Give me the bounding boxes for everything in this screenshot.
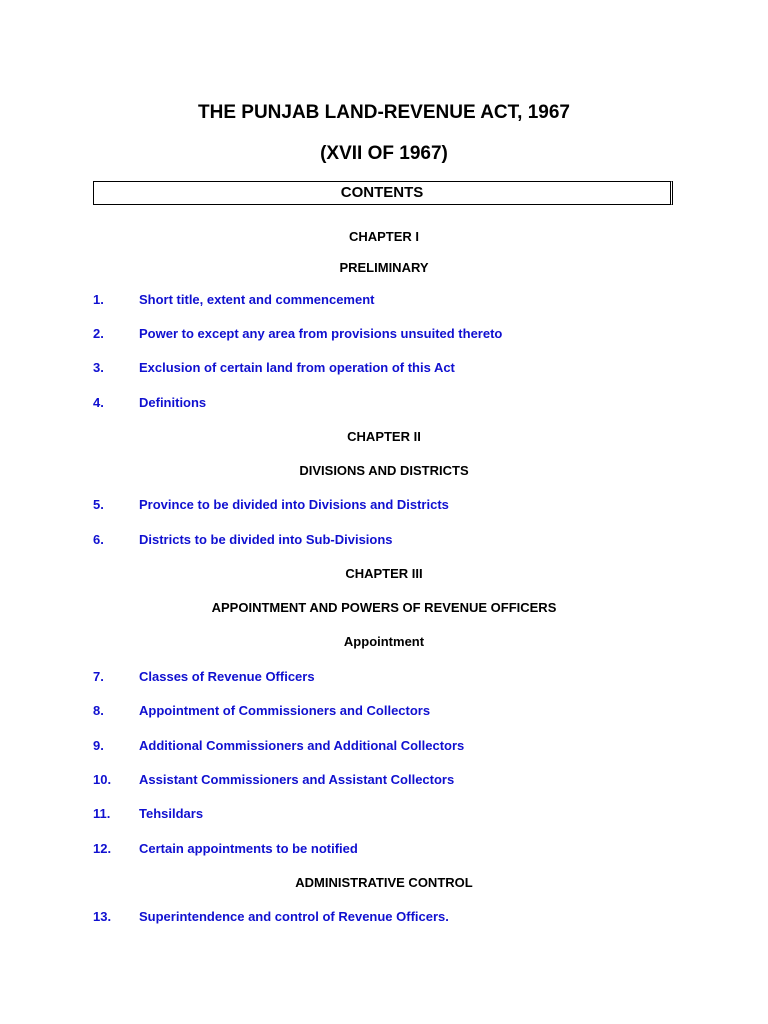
chapter-3-subheading: Appointment: [343, 634, 425, 649]
toc-item-number: 13.: [93, 909, 112, 924]
toc-item-number: 5.: [93, 497, 104, 512]
toc-item-link[interactable]: Superintendence and control of Revenue Officers.: [139, 909, 449, 924]
toc-item-link[interactable]: Definitions: [139, 395, 207, 410]
toc-item-link[interactable]: Tehsildars: [139, 806, 204, 821]
toc-item-number: 11.: [93, 806, 111, 821]
administrative-control-heading: ADMINISTRATIVE CONTROL: [295, 875, 473, 890]
toc-item-number: 7.: [93, 669, 104, 684]
toc-item-link[interactable]: Exclusion of certain land from operation of this Act: [139, 360, 455, 375]
toc-item-number: 4.: [93, 395, 104, 410]
toc-item-number: 1.: [93, 292, 104, 307]
chapter-3-label: CHAPTER III: [345, 566, 423, 581]
toc-item-number: 9.: [93, 738, 104, 753]
toc-item-link[interactable]: Additional Commissioners and Additional Collectors: [139, 738, 465, 753]
toc-item-link[interactable]: Power to except any area from provisions unsuited thereto: [139, 326, 503, 341]
toc-item-link[interactable]: Appointment of Commissioners and Collectors: [139, 703, 431, 718]
chapter-2-label: CHAPTER II: [347, 429, 421, 444]
chapter-1-name: PRELIMINARY: [339, 260, 429, 275]
toc-item-number: 10.: [93, 772, 112, 787]
toc-item-link[interactable]: Short title, extent and commencement: [139, 292, 375, 307]
toc-item-number: 8.: [93, 703, 104, 718]
toc-item-link[interactable]: Classes of Revenue Officers: [139, 669, 315, 684]
toc-item-number: 6.: [93, 532, 104, 547]
document-subtitle: (XVII OF 1967): [320, 143, 448, 164]
toc-item-link[interactable]: Assistant Commissioners and Assistant Collectors: [139, 772, 455, 787]
document-title: THE PUNJAB LAND-REVENUE ACT, 1967: [198, 102, 570, 123]
toc-item-link[interactable]: Certain appointments to be notified: [139, 841, 358, 856]
toc-item-number: 3.: [93, 360, 104, 375]
toc-item-number: 12.: [93, 841, 112, 856]
chapter-1-label: CHAPTER I: [348, 229, 420, 244]
toc-item-link[interactable]: Districts to be divided into Sub-Divisions: [139, 532, 393, 547]
toc-item-number: 2.: [93, 326, 104, 341]
toc-item-link[interactable]: Province to be divided into Divisions and Districts: [139, 497, 449, 512]
chapter-2-name: DIVISIONS AND DISTRICTS: [299, 463, 469, 478]
contents-header: CONTENTS: [93, 181, 673, 205]
chapter-3-name: APPOINTMENT AND POWERS OF REVENUE OFFICERS: [211, 600, 557, 615]
